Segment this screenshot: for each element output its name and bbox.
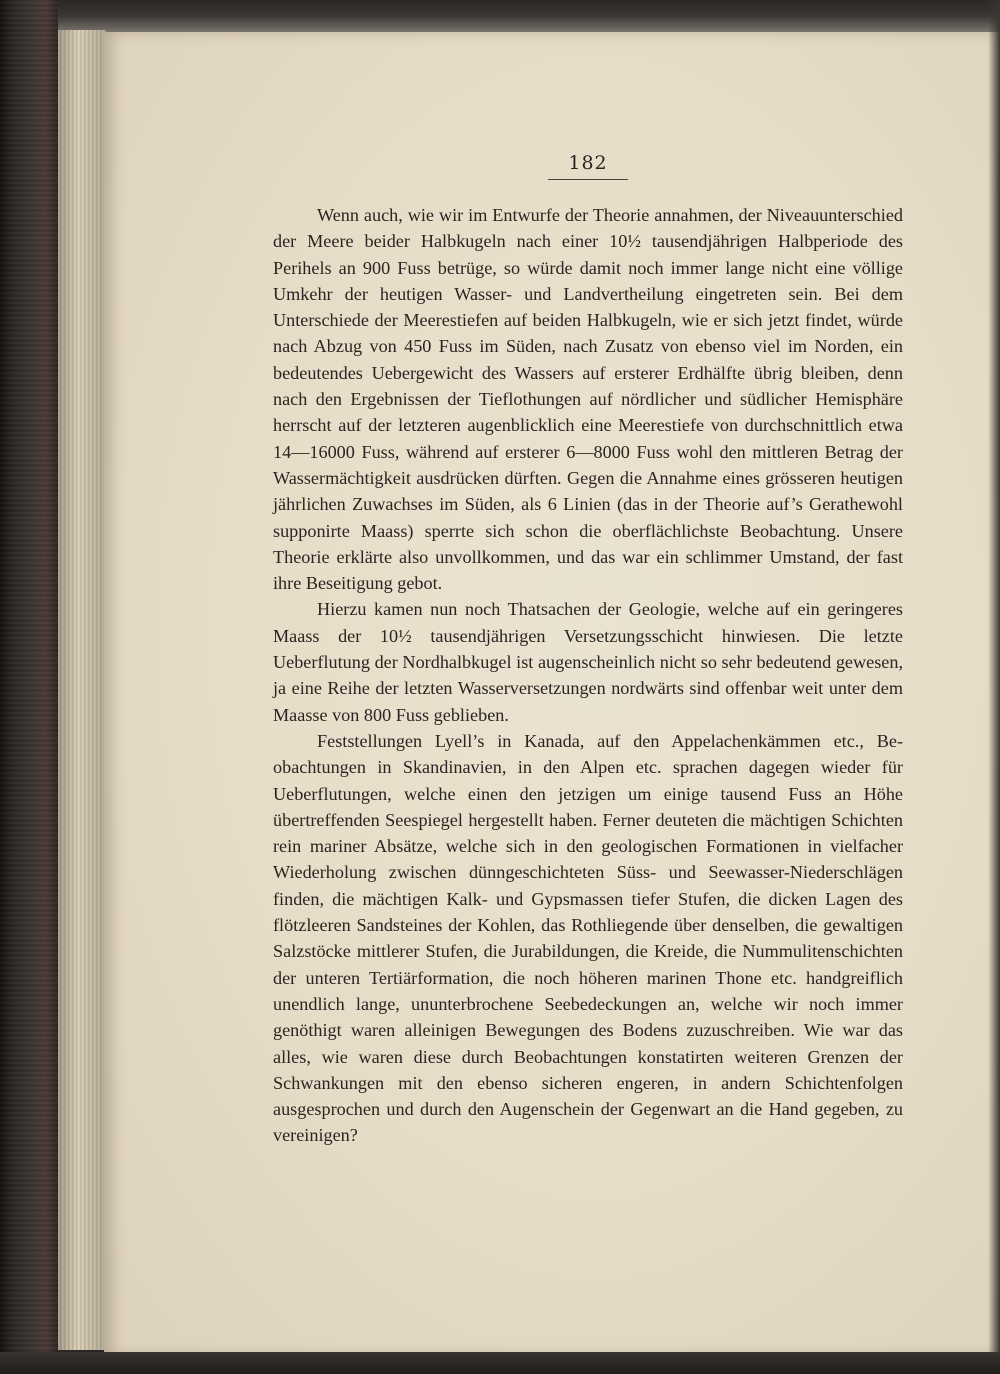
page-block-edges: [58, 30, 106, 1350]
page-number: 182: [568, 152, 608, 174]
page-number-rule: [548, 179, 628, 180]
book-spine-binding: [0, 0, 58, 1374]
body-text: [273, 202, 903, 1149]
paragraph-3: Feststellungen Lyell’s in Kanada, auf den Appelachenkämmen etc., Beobachtungen in Skandinavien, in den Alpen etc. sprachen dagegen wieder für Ueberflutungen, welche einen den jetzigen um einige tausend Fuss an Höhe übertreffenden Seespiegel hergestellt haben. Ferner deuteten die mächtigen Schichten rein mariner Absätze, welche sich in den geologischen Formationen in vielfacher Wiederholung zwischen dünngeschichteten Süss- und Seewasser-Niederschlägen finden, die mächtigen Kalk- und Gypsmassen tiefer Stufen, die dicken Lagen des flötzleeren Sandsteines der Kohlen, das Rothliegende über denselben, die gewaltigen Salzstöcke mittlerer Stufen, die Jurabildungen, die Kreide, die Nummulitenschichten der unteren Tertiärformation, die noch höheren marinen Thone etc. handgreiflich unendlich lange, ununterbrochene Seebedeckungen an, welche wir noch immer genöthigt waren alleinigen Bewegungen des Bodens zuzuschreiben. Wie war das alles, wie waren diese durch Beobachtungen konstatirten weiteren Grenzen der Schwankungen mit den ebenso sicheren engeren, in andern Schichtenfolgen ausgesprochen und durch den Augenschein der Gegenwart an die Hand gegeben, zu vereinigen?: [273, 730, 903, 1146]
right-shadow-edge: [988, 0, 1000, 1374]
book-cover-top-edge: [0, 0, 1000, 34]
paragraph-1: Wenn auch, wie wir im Entwurfe der Theorie annahmen, der Niveauunterschied der Meere beider Halbkugeln nach einer 10½ tausendjährigen Halbperiode des Perihels an 900 Fuss betrüge, so würde damit noch immer lange nicht eine völlige Umkehr der heutigen Wasser- und Landvertheilung eingetreten sein. Bei dem Unterschiede der Meerestiefen auf beiden Halbkugeln, wie er sich jetzt findet, würde nach Abzug von 450 Fuss im Süden, nach Zusatz von ebenso viel im Norden, ein bedeutendes Uebergewicht des Wassers auf ersterer Erdhälfte übrig bleiben, denn nach den Ergebnissen der Tieflothungen auf nördlicher und südlicher Hemisphäre herrscht auf der letzteren augenblicklich eine Meerestiefe von durchschnittlich etwa 14—16000 Fuss, während auf ersterer 6—8000 Fuss wohl den mittleren Betrag der Wassermächtigkeit ausdrücken dürften. Gegen die Annahme eines grösseren heutigen jährlichen Zuwachses im Süden, als 6 Linien (das in der Theorie auf’s Gerathewohl supponirte Maass) sperrte sich schon die oberflächlichste Beobachtung. Unsere Theorie erklärte also unvollkommen, und das war ein schlimmer Umstand, der fast ihre Beseitigung gebot.: [273, 205, 903, 594]
paragraph-2: Hierzu kamen nun noch Thatsachen der Geologie, welche auf ein geringeres Maass der 10½ tausendjährigen Versetzungsschicht hinwiesen. Die letzte Ueberflutung der Nordhalbkugel ist augenscheinlich nicht so sehr bedeutend gewesen, ja eine Reihe der letzten Wasserversetzungen nordwärts sind offenbar weit unter dem Maasse von 800 Fuss geblieben.: [273, 599, 903, 725]
bottom-cover-edge: [0, 1352, 1000, 1374]
